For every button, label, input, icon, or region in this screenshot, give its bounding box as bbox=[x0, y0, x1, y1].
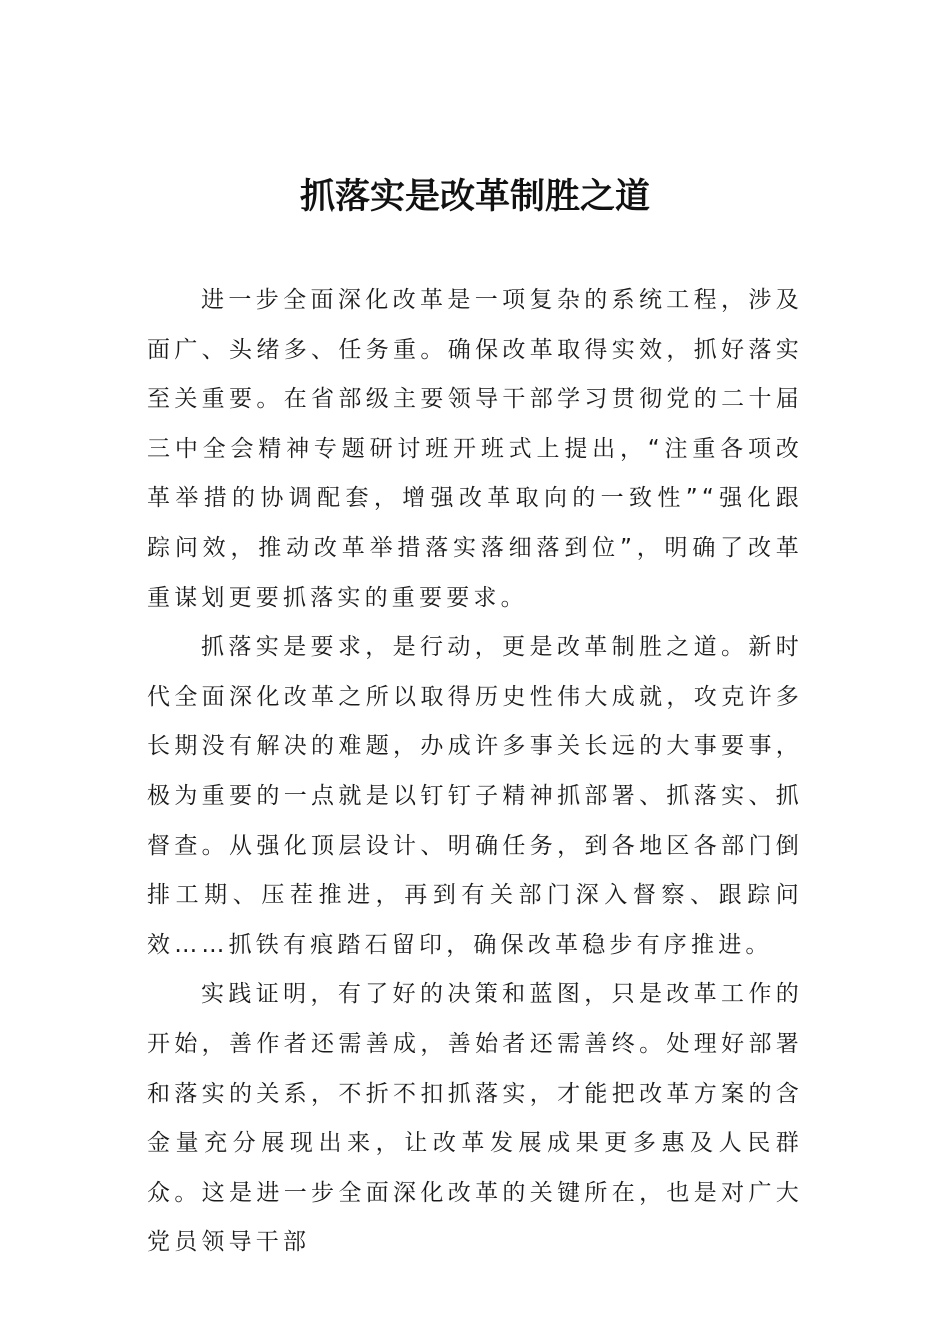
document-body bbox=[147, 276, 803, 1268]
paragraph-3: 实践证明，有了好的决策和蓝图，只是改革工作的开始，善作者还需善成，善始者还需善终。处理好部署和落实的关系，不折不扣抓落实，才能把改革方案的含金量充分展现出来，让改革发展成果更多惠及人民群众。这是进一步全面深化改革的关键所在，也是对广大党员领导干部 bbox=[147, 981, 803, 1256]
paragraph-2: 抓落实是要求，是行动，更是改革制胜之道。新时代全面深化改革之所以取得历史性伟大成就，攻克许多长期没有解决的难题，办成许多事关长远的大事要事，极为重要的一点就是以钉钉子精神抓部署、抓落实、抓督查。从强化顶层设计、明确任务，到各地区各部门倒排工期、压茬推进，再到有关部门深入督察、跟踪问效……抓铁有痕踏石留印，确保改革稳步有序推进。 bbox=[147, 634, 803, 958]
document-title: 抓落实是改革制胜之道 bbox=[299, 176, 650, 217]
paragraph-1: 进一步全面深化改革是一项复杂的系统工程，涉及面广、头绪多、任务重。确保改革取得实效，抓好落实至关重要。在省部级主要领导干部学习贯彻党的二十届三中全会精神专题研讨班开班式上提出，“注重各项改革举措的协调配套，增强改革取向的一致性”“强化跟踪问效，推动改革举措落实落细落到位”，明确了改革重谋划更要抓落实的重要要求。 bbox=[147, 287, 803, 611]
